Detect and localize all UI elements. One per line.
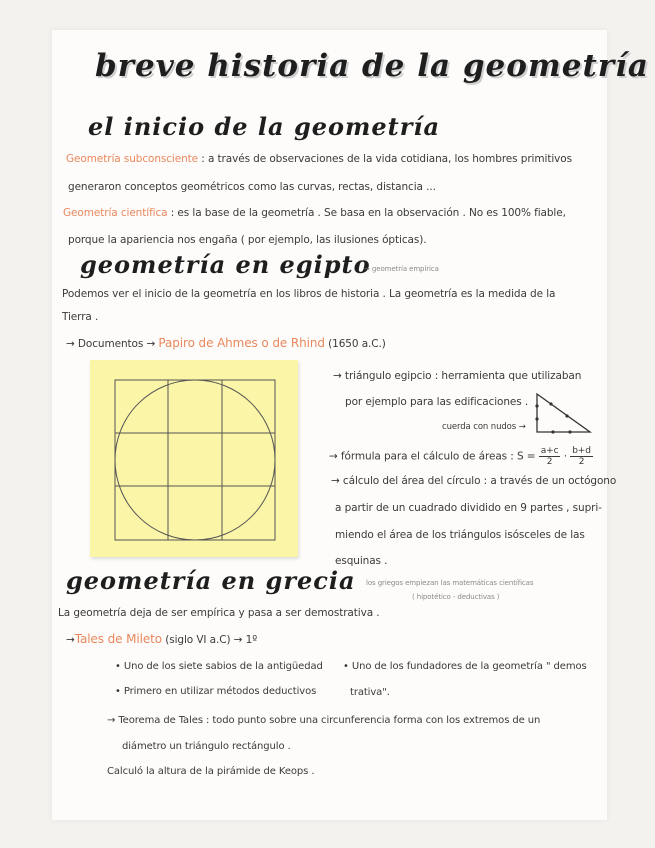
fraction-1-numerator: a+c — [540, 446, 559, 456]
triangulo-line-1: → triángulo egipcio : herramienta que utilizaban — [333, 370, 582, 382]
teorema-line-2: diámetro un triángulo rectángulo . — [122, 741, 291, 752]
formula-text: → fórmula para el cálculo de áreas : S = — [329, 450, 536, 463]
tales-bullet-2-cont: trativa". — [350, 687, 390, 698]
cientifica-text: : es la base de la geometría . Se basa en la observación . No es 100% fiable, — [170, 207, 566, 219]
fraction-1-denominator: 2 — [546, 457, 553, 467]
subconsciente-term: Geometría subconsciente — [66, 153, 199, 165]
fraction-2-numerator: b+d — [572, 446, 591, 456]
egipto-note: → geometría empírica — [364, 265, 439, 273]
circulo-line-4: esquinas . — [335, 555, 388, 567]
documentos-line — [66, 336, 386, 350]
tales-arrow: → — [66, 634, 75, 646]
section-title-inicio: el inicio de la geometría — [88, 112, 441, 141]
subconsciente-line-2: generaron conceptos geométricos como las curvas, rectas, distancia ... — [68, 181, 436, 193]
keops-line: Calculó la altura de la pirámide de Keops . — [107, 766, 315, 777]
tales-bullet-2: • Uno de los fundadores de la geometría " demos — [343, 661, 587, 672]
fraction-separator: · — [563, 450, 567, 463]
squared-circle-drawing — [90, 360, 298, 557]
egipto-intro-line-1: Podemos ver el inicio de la geometría en los libros de historia . La geometría es la medida de la — [62, 288, 556, 300]
circulo-line-1: → cálculo del área del círculo : a través de un octógono — [331, 475, 617, 487]
subconsciente-line — [66, 153, 572, 165]
cientifica-line-2: porque la apariencia nos engaña ( por ejemplo, las ilusiones ópticas). — [68, 234, 427, 246]
grecia-note-2: ( hipotético - deductivas ) — [412, 593, 500, 601]
tales-bullet-3: • Primero en utilizar métodos deductivos — [115, 686, 317, 697]
fraction-2 — [570, 446, 593, 467]
tales-name: Tales de Mileto — [74, 632, 162, 646]
tales-year: (siglo VI a.C) → 1º — [165, 634, 258, 646]
grecia-intro: La geometría deja de ser empírica y pasa a ser demostrativa . — [58, 607, 380, 619]
fraction-1 — [539, 446, 561, 467]
documentos-label: → Documentos → — [66, 338, 156, 350]
formula-line — [329, 446, 593, 467]
sticky-note — [90, 360, 298, 557]
tales-bullet-1: • Uno de los siete sabios de la antigüedad — [115, 661, 323, 672]
section-title-egipto: geometría en egipto — [80, 250, 371, 279]
circulo-line-3: miendo el área de los triángulos isósceles de las — [335, 529, 585, 541]
cientifica-term: Geometría científica — [63, 207, 168, 219]
tales-line — [66, 632, 257, 646]
cientifica-line — [63, 207, 566, 219]
triangulo-line-2: por ejemplo para las edificaciones . — [345, 396, 529, 408]
papiro-year: (1650 a.C.) — [328, 338, 386, 350]
grecia-note-1: los griegos empiezan las matemáticas científicas — [366, 579, 534, 587]
egipto-intro-line-2: Tierra . — [62, 311, 99, 323]
fraction-2-denominator: 2 — [578, 457, 585, 467]
main-title: breve historia de la geometría — [95, 48, 649, 84]
papiro-name: Papiro de Ahmes o de Rhind — [158, 336, 325, 350]
teorema-line-1: → Teorema de Tales : todo punto sobre una circunferencia forma con los extremos de un — [107, 715, 541, 726]
cuerda-label: cuerda con nudos → — [442, 422, 526, 432]
subconsciente-text: : a través de observaciones de la vida cotidiana, los hombres primitivos — [201, 153, 572, 165]
egyptian-triangle-drawing — [535, 392, 593, 434]
section-title-grecia: geometría en grecia — [66, 566, 356, 595]
circulo-line-2: a partir de un cuadrado dividido en 9 partes , supri- — [335, 502, 602, 514]
